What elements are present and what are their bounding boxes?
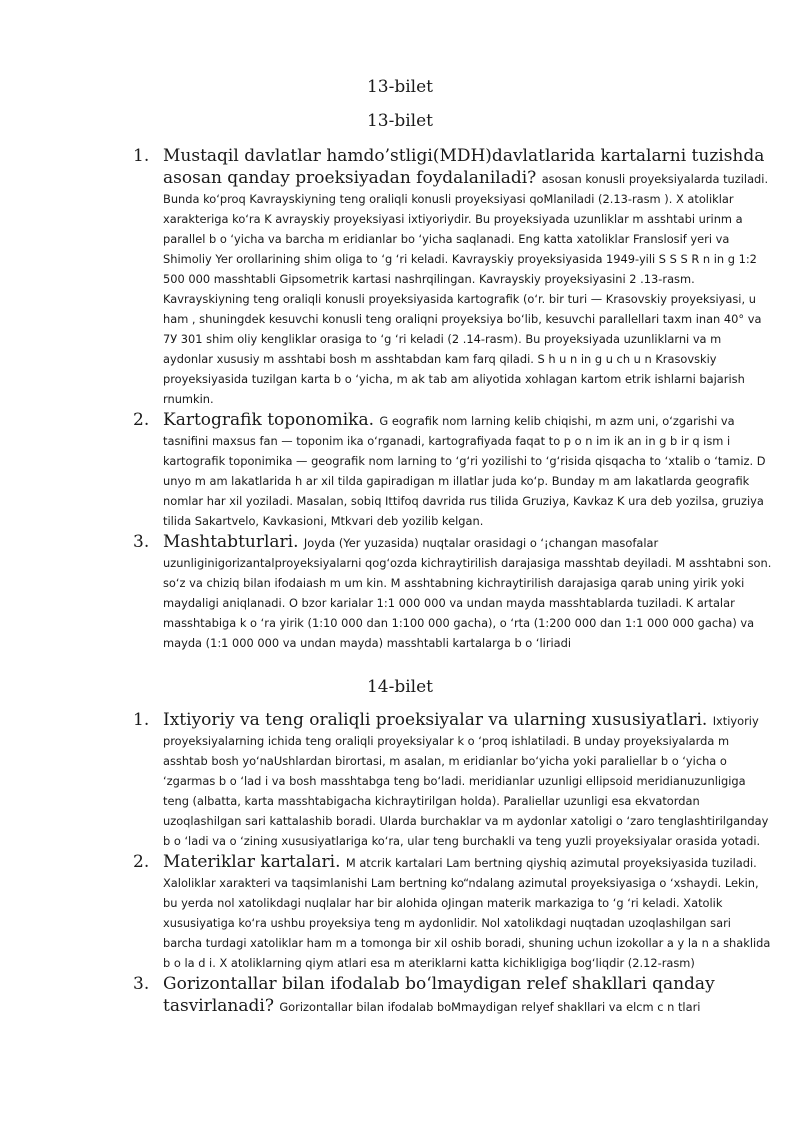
question-number: 1. — [133, 146, 150, 166]
question-title: Mashtabturlari. — [163, 532, 304, 552]
question-number: 1. — [133, 710, 150, 730]
question-number: 2. — [133, 852, 150, 872]
question-number: 3. — [133, 532, 150, 552]
question-number: 2. — [133, 410, 150, 430]
question-item — [133, 851, 773, 973]
ticket-14-questions — [133, 709, 773, 1017]
question-item — [133, 531, 773, 653]
question-item — [133, 145, 773, 409]
question-title: Materiklar kartalari. — [163, 852, 346, 872]
question-item — [133, 709, 773, 851]
ticket-13-title: 13-bilet — [366, 111, 434, 131]
ticket-13-questions — [133, 145, 773, 653]
question-answer: Joyda (Yer yuzasida) nuqtalar orasidagi o ‘¡changan masofalar uzunliginigorizantalproyeksiyalarni qog‘ozda kichraytirilish darajasiga masshtab deyiladi. M asshtabni son. so‘z va chiziq bilan ifodaiash m um kin. M asshtabning kichraytirilish darajasiga qarab uning yirik yoki maydaligi aniqlanadi. O bzor karialar 1:1 000 000 va undan mayda masshtablarda tuziladi. K artalar masshtabiga k o ‘ra yirik (1:10 000 dan 1:100 000 gacha), o ‘rta (1:200 000 dan 1:1 000 000 gacha) va mayda (1:1 000 000 va undan mayda) masshtabli kartalarga b o ‘liriadi — [163, 536, 772, 650]
question-title: Gorizontallar bilan ifodalab bo‘lmaydigan relef shakllari qanday tasvirlanadi? — [163, 974, 715, 1016]
ticket-14-title: 14-bilet — [366, 677, 434, 697]
question-answer: G eografik nom larning kelib chiqishi, m azm uni, o‘zgarishi va tasnifini maxsus fan — toponim ika o‘rganadi, kartografiyada faqat to p o n im ik an in g b ir q ism i kartografik toponimika — geografik nom larning to ‘g‘ri yozilishi to ‘g‘risida qisqacha to ‘xtalib o ‘tamiz. D unyo m am lakatlarida h ar xil tilda gapiradigan m illatlar juda ko‘p. Bunday m am lakatlarda geografik nomlar har xil yoziladi. Masalan, sobiq Ittifoq davrida rus tilida Gruziya, Kavkaz K ura deb yozilsa, gruziya tilida Sakartvelo, Kavkasioni, Mtkvari deb yozilib kelgan. — [163, 414, 766, 528]
question-answer: Gorizontallar bilan ifodalab boMmaydigan relyef shakllari va elcm c n tlari — [279, 1000, 701, 1014]
page-header: 13-bilet — [366, 77, 434, 97]
question-item — [133, 409, 773, 531]
question-item — [133, 973, 773, 1017]
question-answer: Ixtiyoriy proyeksiyalarning ichida teng oraliqli proyeksiyalar k o ‘proq ishlatiladi. B unday proyeksiyalarda m asshtab bosh yo‘naUshlardan birortasi, m asalan, m eridianlar bo‘yicha yoki paraliellar b o ‘yicha o ‘zgarmas b o ‘lad i va bosh masshtabga teng bo‘ladi. meridianlar uzunligi ellipsoid meridianuzunligiga teng (albatta, karta masshtabigacha kichraytirilgan holda). Paraliellar uzunligi esa ekvatordan uzoqlashilgan sari kattalashib boradi. Ularda burchaklar va m aydonlar xatoligi o ‘zaro tenglashtirilganday b o ‘ladi va o ‘zining xususiyatlariga ko‘ra, ular teng burchakli va teng yuzli proyeksiyalar orasida yotadi. — [163, 714, 769, 848]
question-number: 3. — [133, 974, 150, 994]
question-answer: M atcrik kartalari Lam bertning qiyshiq azimutal proyeksiyasida tuziladi. Xaloliklar xarakteri va taqsimlanishi Lam bertning ko“ndalang azimutal proyeksiyasiga o ‘xshaydi. Lekin, bu yerda nol xatolikdagi nuqlalar har bir alohida oJingan materik markaziga to ‘g ‘ri keladi. Xatolik xususiyatiga ko‘ra ushbu proyeksiya teng m aydonlidir. Nol xatolikdagi nuqtadan uzoqlashilgan sari barcha turdagi xatoliklar ham m a tomonga bir xil oshib boradi, shuning uchun izokollar a y la n a shaklida b o la d i. X atoliklarning qiym atlari esa m ateriklarni katta kichikligiga bog‘liqdir (2.12-rasm) — [163, 856, 771, 970]
question-answer: asosan konusli proyeksiyalarda tuziladi. Bunda ko‘proq Kavrayskiyning teng oraliqli konusli proyeksiyasi qoMlaniladi (2.13-rasm ). X atoliklar xarakteriga ko‘ra K avrayskiy proyeksiyasi ixtiyoriydir. Bu proyeksiyada uzunliklar m asshtabi urinm a parallel b o ‘yicha va barcha m eridianlar bo ‘yicha saqlanadi. Eng katta xatoliklar Franslosif yeri va Shimoliy Yer orollarining shim oliga to ‘g ‘ri keladi. Kavrayskiy proyeksiyasida 1949-yili S S S R n in g 1:2 500 000 masshtabli Gipsometrik kartasi nashrqilingan. Kavrayskiy proyeksiyasini 2 .13-rasm. Kavrayskiyning teng oraliqli konusli proyeksiyasida kartografik (o‘r. bir turi — Krasovskiy proyeksiyasi, u ham , shuningdek kesuvchi konusli teng oraliqni proyeksiya bo‘lib, kesuvchi parallellari taxm inan 40° va 7У 301 shim oliy kengliklar orasiga to ‘g ‘ri keladi (2 .14-rasm). Bu proyeksiyada uzunliklarni va m aydonlar xususiy m asshtabi bosh m asshtabdan kam farq qiladi. S h u n in g u ch u n Krasovskiy proyeksiyasida tuzilgan karta b o ‘yicha, m ak tab am aliyotida xohlagan kartom etrik ishlarni bajarish rnumkin. — [163, 172, 769, 406]
question-title: Kartografik toponomika. — [163, 410, 380, 430]
question-title: Ixtiyoriy va teng oraliqli proeksiyalar va ularning xususiyatlari. — [163, 710, 713, 730]
question-title: Mustaqil davlatlar hamdo’stligi(MDH)davlatlarida kartalarni tuzishda asosan qanday proeksiyadan foydalaniladi? — [163, 146, 765, 188]
